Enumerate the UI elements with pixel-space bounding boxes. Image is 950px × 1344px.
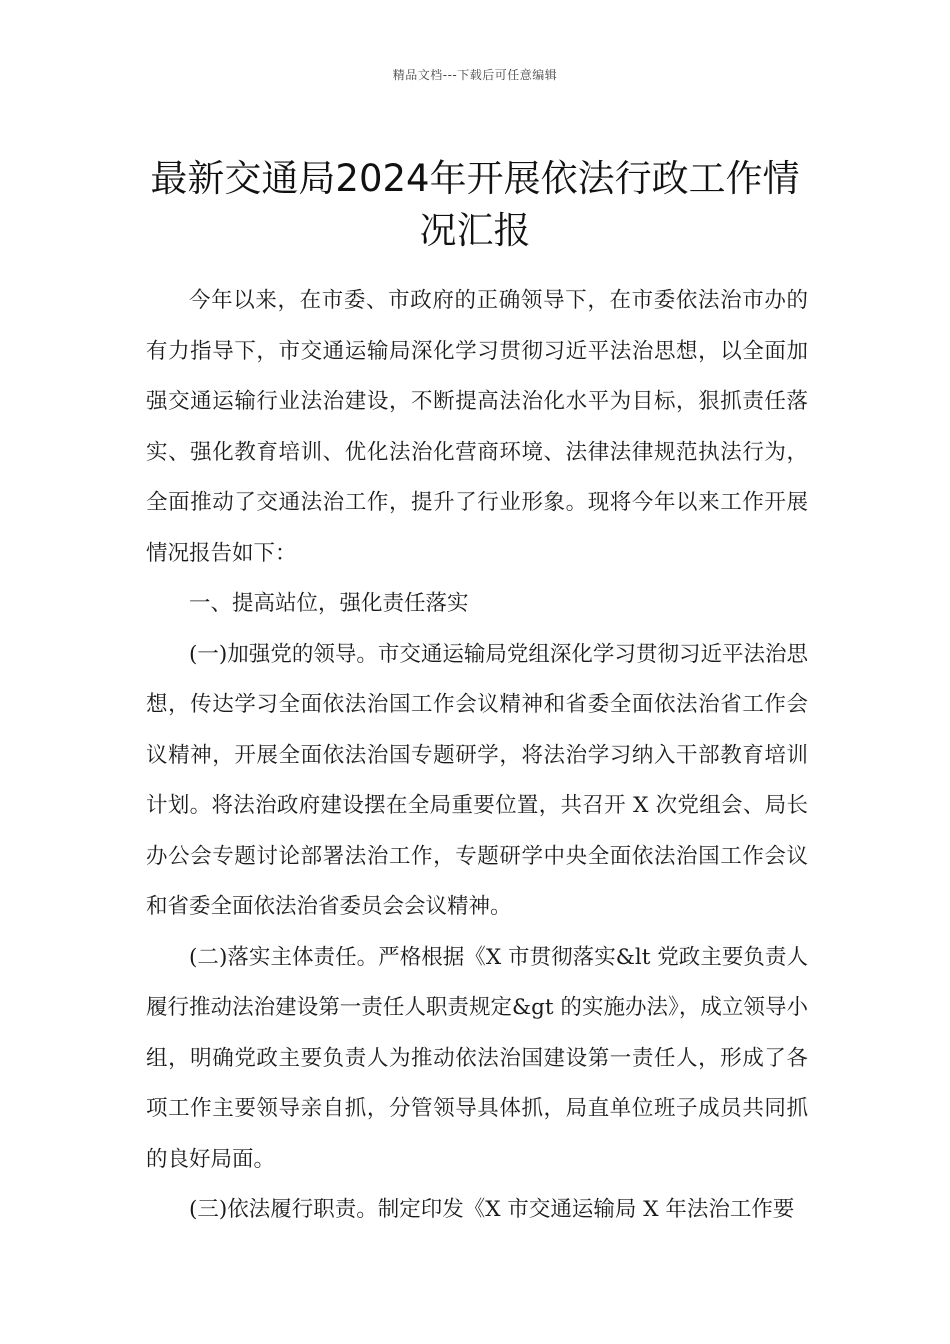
document-title: 最新交通局2024年开展依法行政工作情况汇报	[150, 156, 800, 252]
paragraph-item-2: (二)落实主体责任。严格根据《X 市贯彻落实&lt 党政主要负责人履行推动法治建设第一责任人职责规定&gt 的实施办法》，成立领导小组，明确党政主要负责人为推动依法治国建设第一责任人，形成了各项工作主要领导亲自抓，分管领导具体抓，局直单位班子成员共同抓的良好局面。	[146, 944, 808, 1172]
document-body	[146, 276, 808, 1236]
section-heading-1: 一、提高站位，强化责任落实	[189, 591, 469, 616]
header-watermark: 精品文档---下载后可任意编辑	[392, 68, 558, 82]
paragraph-item-3: (三)依法履行职责。制定印发《X 市交通运输局 X 年法治工作要	[189, 1197, 795, 1222]
paragraph-item-1: (一)加强党的领导。市交通运输局党组深化学习贯彻习近平法治思想，传达学习全面依法治国工作会议精神和省委全面依法治省工作会议精神，开展全面依法治国专题研学，将法治学习纳入干部教育培训计划。将法治政府建设摆在全局重要位置，共召开 X 次党组会、局长办公会专题讨论部署法治工作，专题研学中央全面依法治国工作会议和省委全面依法治省委员会会议精神。	[146, 641, 808, 919]
paragraph-intro: 今年以来，在市委、市政府的正确领导下，在市委依法治市办的有力指导下，市交通运输局深化学习贯彻习近平法治思想，以全面加强交通运输行业法治建设，不断提高法治化水平为目标，狠抓责任落实、强化教育培训、优化法治化营商环境、法律法律规范执法行为，全面推动了交通法治工作，提升了行业形象。现将今年以来工作开展情况报告如下：	[146, 288, 808, 566]
